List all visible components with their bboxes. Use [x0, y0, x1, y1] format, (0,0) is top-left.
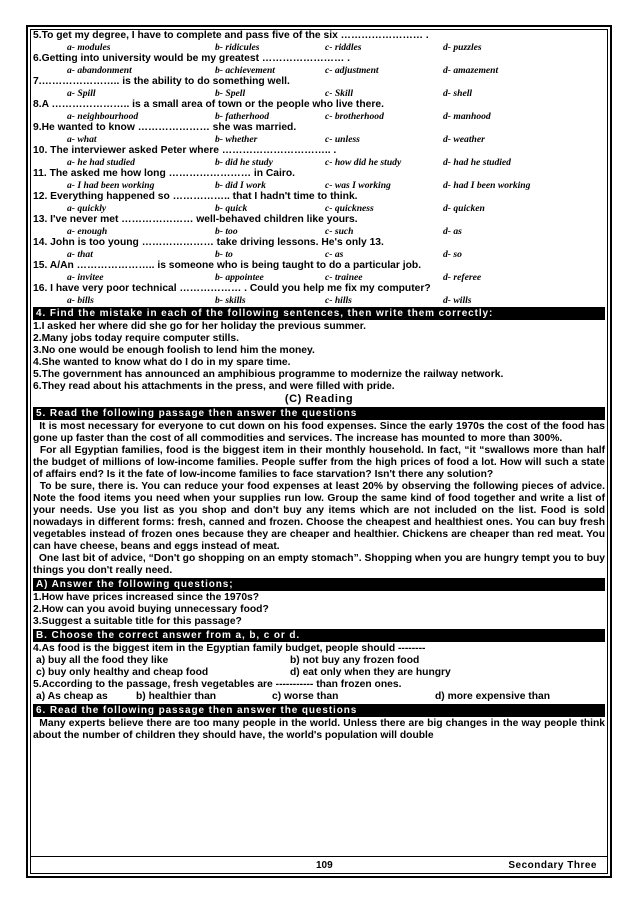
answer-options-row: [33, 295, 605, 306]
answer-option: b- fatherhood: [215, 111, 270, 122]
mistake-sentence: 6.They read about his attachments in the press, and were filled with pride.: [33, 381, 395, 392]
mistake-sentence: 3.No one would be enough foolish to lend him the money.: [33, 345, 315, 356]
answer-option: d- as: [443, 226, 462, 237]
answer-option: b- appointee: [215, 272, 264, 283]
answer-option: b- Spell: [215, 88, 246, 99]
section-4-list: [33, 321, 605, 393]
answer-options-row: [33, 65, 605, 76]
mistake-sentence: 2.Many jobs today require computer stills.: [33, 333, 239, 344]
part-b-q4-options-row: [33, 667, 605, 679]
question-stem: 16. I have very poor technical ……………… . Could you help me fix my computer?: [33, 283, 431, 294]
option-a: a) As cheap as: [36, 691, 108, 702]
mistake-sentence: 4.She wanted to know what do I do in my spare time.: [33, 357, 291, 368]
reading-title: (C) Reading: [284, 393, 354, 405]
question-stem: 13. I've never met ………………… well-behaved children like yours.: [33, 214, 358, 225]
question-stem: 11. The asked me how long …………………… in Cairo.: [33, 168, 296, 179]
part-a-heading: A) Answer the following questions;: [33, 578, 605, 591]
answer-option: b- quick: [215, 203, 248, 214]
answer-option: d- puzzles: [443, 42, 482, 53]
answer-options-row: [33, 249, 605, 260]
answer-options-row: [33, 180, 605, 191]
vocabulary-grammar-questions: [33, 30, 605, 306]
answer-option: a- neighbourhood: [67, 111, 139, 122]
answer-option: d- amazement: [443, 65, 499, 76]
mistake-sentence: 1.I asked her where did she go for her holiday the previous summer.: [33, 321, 367, 332]
grade-level: Secondary Three: [508, 860, 597, 871]
answer-option: a- abandonment: [67, 65, 132, 76]
question-stem: 7.………………….. is the ability to do something well.: [33, 76, 290, 87]
answer-option: b- skills: [215, 295, 246, 306]
passage-paragraph: Many experts believe there are too many people in the world. Unless there are big changes in the way people think about the number of children they should have, the world's population will double: [33, 718, 605, 741]
part-b-q4-options-row: [33, 655, 605, 667]
section-5-heading: 5. Read the following passage then answer the questions: [33, 407, 605, 420]
question-stem: 14. John is too young ………………… take driving lessons. He's only 13.: [33, 237, 384, 248]
passage-paragraph: It is most necessary for everyone to cut down on his food expenses. Since the early 1970s the cost of the food has gone up faster than the cost of all commodities and services. The increase has mounted to more than 300%.: [33, 421, 605, 444]
passage-paragraph: For all Egyptian families, food is the biggest item in their monthly household. In fact, “it “swallows more than half the budget of millions of low-income families. People suffer from the high prices of food a lot. How will such a state of affairs end? Is it the fate of low-income families to face starvation? Isn't there any solution?: [33, 445, 605, 480]
page-footer: [31, 856, 607, 873]
answer-option: c- riddles: [325, 42, 362, 53]
answer-option: c- as: [325, 249, 344, 260]
answer-option: b- to: [215, 249, 233, 260]
question-stem: 9.He wanted to know ………………… she was married.: [33, 122, 297, 133]
answer-option: a- what: [67, 134, 97, 145]
answer-option: d- had he studied: [443, 157, 511, 168]
answer-option: b- achievement: [215, 65, 275, 76]
answer-option: b- did he study: [215, 157, 273, 168]
answer-option: c- hills: [325, 295, 352, 306]
answer-option: a- bills: [67, 295, 94, 306]
answer-option: d- so: [443, 249, 462, 260]
answer-options-row: [33, 42, 605, 53]
section-6-heading: 6. Read the following passage then answer the questions: [33, 704, 605, 717]
answer-option: a- invitee: [67, 272, 104, 283]
answer-options-row: [33, 134, 605, 145]
answer-option: d- weather: [443, 134, 485, 145]
answer-option: d- shell: [443, 88, 473, 99]
answer-option: d- had I been working: [443, 180, 531, 191]
part-b-q5-options-row: [33, 691, 605, 703]
part-b-question-5: 5.According to the passage, fresh vegetables are ----------- than frozen ones.: [33, 679, 402, 690]
answer-option: c- Skill: [325, 88, 353, 99]
answer-option: b- whether: [215, 134, 258, 145]
answer-option: c- trainee: [325, 272, 363, 283]
answer-option: a- he had studied: [67, 157, 135, 168]
answer-option: c- adjustment: [325, 65, 379, 76]
option-c: c) buy only healthy and cheap food: [36, 667, 209, 678]
part-a-question: 1.How have prices increased since the 1970s?: [33, 592, 260, 603]
option-d: d) more expensive than: [435, 691, 551, 702]
answer-option: d- quicken: [443, 203, 485, 214]
passage-paragraph: One last bit of advice, “Don't go shopping on an empty stomach”. Shopping when you are hungry tempt you to buy things you don't really need.: [33, 553, 605, 576]
answer-option: c- quickness: [325, 203, 374, 214]
answer-option: c- such: [325, 226, 354, 237]
section-4-heading: 4. Find the mistake in each of the following sentences, then write them correctly:: [33, 307, 605, 320]
answer-option: b- too: [215, 226, 238, 237]
answer-option: d- manhood: [443, 111, 491, 122]
question-stem: 12. Everything happened so …………….. that I hadn't time to think.: [33, 191, 358, 202]
answer-option: c- unless: [325, 134, 360, 145]
answer-option: a- Spill: [67, 88, 96, 99]
answer-option: a- modules: [67, 42, 111, 53]
answer-option: c- how did he study: [325, 157, 402, 168]
part-b-question-4: 4.As food is the biggest item in the Egyptian family budget, people should --------: [33, 643, 426, 654]
answer-option: b- ridicules: [215, 42, 260, 53]
answer-options-row: [33, 272, 605, 283]
option-c: c) worse than: [272, 691, 339, 702]
answer-option: d- wills: [443, 295, 472, 306]
question-stem: 8.A ………………….. is a small area of town or the people who live there.: [33, 99, 384, 110]
question-stem: 10. The interviewer asked Peter where ………………………….. .: [33, 145, 337, 156]
answer-options-row: [33, 157, 605, 168]
page-number: 109: [316, 860, 333, 871]
question-stem: 6.Getting into university would be my greatest …………………… .: [33, 53, 350, 64]
answer-option: b- did I work: [215, 180, 266, 191]
answer-option: d- referee: [443, 272, 482, 283]
option-b: b) healthier than: [136, 691, 217, 702]
answer-option: c- brotherhood: [325, 111, 384, 122]
option-d: d) eat only when they are hungry: [290, 667, 451, 678]
answer-option: a- that: [67, 249, 93, 260]
passage-paragraph: To be sure, there is. You can reduce your food expenses at least 20% by observing the following pieces of advice. Note the food items you need when your supplies run low. Group the same kind of food together and write a list of your needs. Use you list as you shop and don't buy any items which are not included on the list. Food is sold nowadays in different forms: fresh, canned and frozen. Choose the cheapest and healthiest ones. You can buy fresh vegetables instead of frozen ones because they are cheaper and healthier. Chickens are cheaper than red meat. You can have cheese, beans and eggs instead of meat.: [33, 481, 605, 552]
answer-option: a- enough: [67, 226, 108, 237]
mistake-sentence: 5.The government has announced an amphibious programme to modernize the railway network.: [33, 369, 504, 380]
answer-option: a- I had been working: [67, 180, 155, 191]
part-a-question: 2.How can you avoid buying unnecessary food?: [33, 604, 269, 615]
option-b: b) not buy any frozen food: [290, 655, 420, 666]
part-a-question: 3.Suggest a suitable title for this passage?: [33, 616, 242, 627]
answer-options-row: [33, 226, 605, 237]
question-stem: 5.To get my degree, I have to complete and pass five of the six …………………… .: [33, 30, 429, 41]
answer-options-row: [33, 203, 605, 214]
answer-option: c- was I working: [325, 180, 391, 191]
answer-options-row: [33, 88, 605, 99]
answer-options-row: [33, 111, 605, 122]
option-a: a) buy all the food they like: [36, 655, 169, 666]
worksheet-content: [33, 30, 605, 742]
part-b-heading: B. Choose the correct answer from a, b, c or d.: [33, 629, 605, 642]
question-stem: 15. A/An ………………….. is someone who is being taught to do a particular job.: [33, 260, 422, 271]
answer-option: a- quickly: [67, 203, 107, 214]
